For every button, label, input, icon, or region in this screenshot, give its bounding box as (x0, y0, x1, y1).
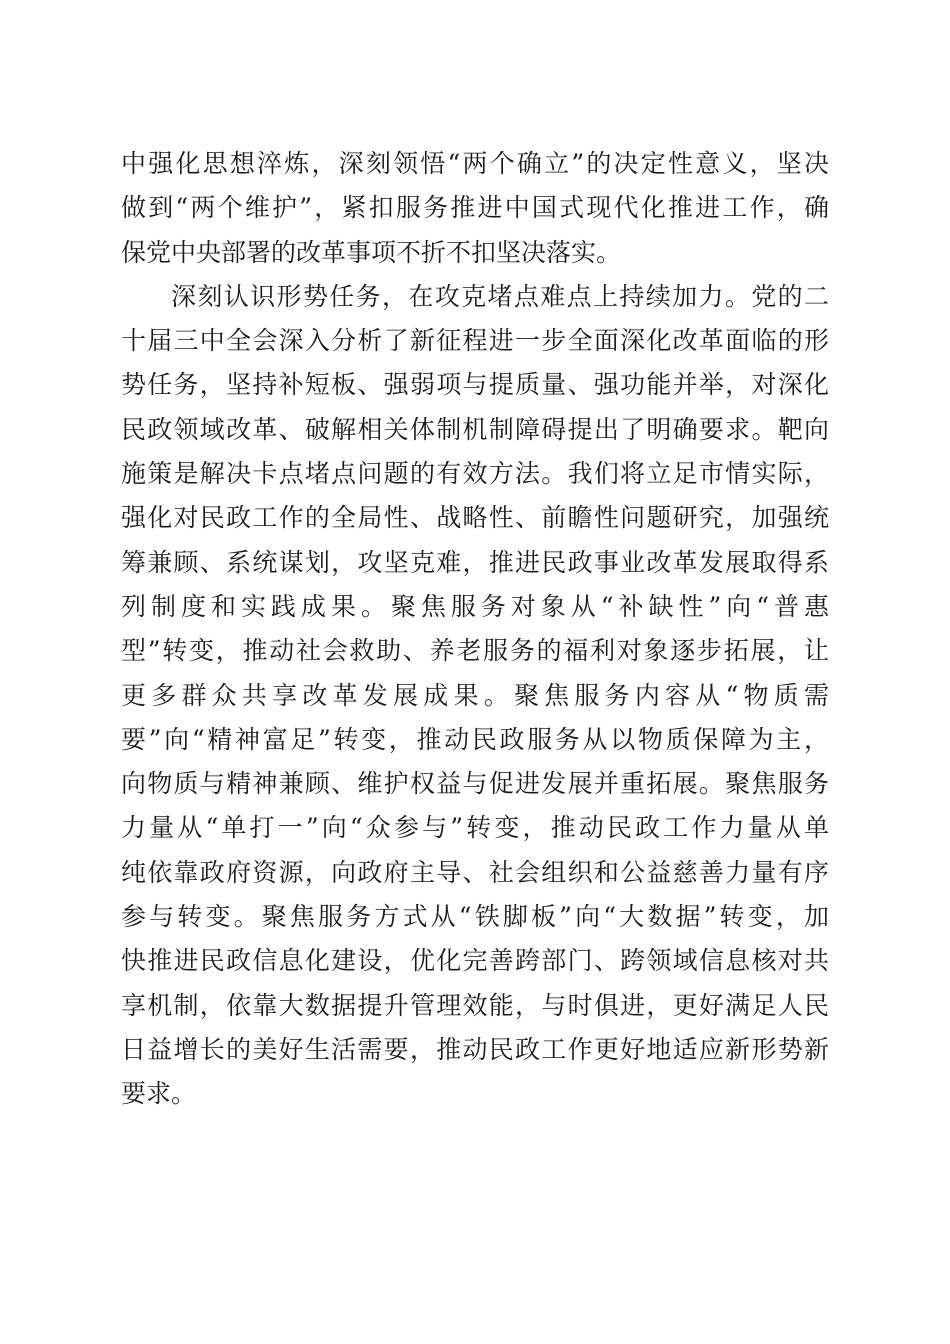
paragraph-2-line-17: 享机制，依靠大数据提升管理效能，与时俱进，更好满足人民 (121, 990, 829, 1020)
paragraph-1-line-3: 保党中央部署的改革事项不折不扣坚决落实。 (121, 237, 622, 267)
paragraph-2-line-6: 强化对民政工作的全局性、战略性、前瞻性问题研究，加强统 (121, 503, 829, 533)
paragraph-2-line-12: 向物质与精神兼顾、维护权益与促进发展并重拓展。聚焦服务 (121, 769, 829, 799)
paragraph-2-line-5: 施策是解决卡点堵点问题的有效方法。我们将立足市情实际， (121, 459, 829, 489)
paragraph-2-line-13: 力量从“单打一”向“众参与”转变，推动民政工作力量从单 (121, 813, 829, 843)
paragraph-2-line-2: 十届三中全会深入分析了新征程进一步全面深化改革面临的形 (121, 326, 829, 356)
paragraph-2-line-16: 快推进民政信息化建设，优化完善跨部门、跨领域信息核对共 (121, 946, 829, 976)
paragraph-2-line-8: 列制度和实践成果。聚焦服务对象从“补缺性”向“普惠 (121, 591, 829, 621)
paragraph-2-line-7: 筹兼顾、系统谋划，攻坚克难，推进民政事业改革发展取得系 (121, 547, 829, 577)
paragraph-1-line-1: 中强化思想淬炼，深刻领悟“两个确立”的决定性意义，坚决 (121, 149, 829, 178)
paragraph-1-line-2: 做到“两个维护”，紧扣服务推进中国式现代化推进工作，确 (121, 193, 829, 223)
paragraph-2-line-3: 势任务，坚持补短板、强弱项与提质量、强功能并举，对深化 (121, 370, 829, 400)
paragraph-2-line-10: 更多群众共享改革发展成果。聚焦服务内容从“物质需 (121, 680, 829, 710)
paragraph-2-line-15: 参与转变。聚焦服务方式从“铁脚板”向“大数据”转变，加 (121, 902, 829, 932)
paragraph-2-line-11: 要”向“精神富足”转变，推动民政服务从以物质保障为主， (121, 724, 829, 754)
paragraph-2-line-18: 日益增长的美好生活需要，推动民政工作更好地适应新形势新 (121, 1034, 829, 1064)
paragraph-2-line-14: 纯依靠政府资源，向政府主导、社会组织和公益慈善力量有序 (121, 857, 829, 887)
paragraph-2-line-19: 要求。 (121, 1079, 197, 1109)
paragraph-2-line-1: 深刻认识形势任务，在攻克堵点难点上持续加力。党的二 (171, 281, 829, 311)
document-body (121, 142, 829, 1117)
paragraph-2-line-9: 型”转变，推动社会救助、养老服务的福利对象逐步拓展，让 (121, 636, 829, 666)
paragraph-2-line-4: 民政领域改革、破解相关体制机制障碍提出了明确要求。靶向 (121, 414, 829, 444)
